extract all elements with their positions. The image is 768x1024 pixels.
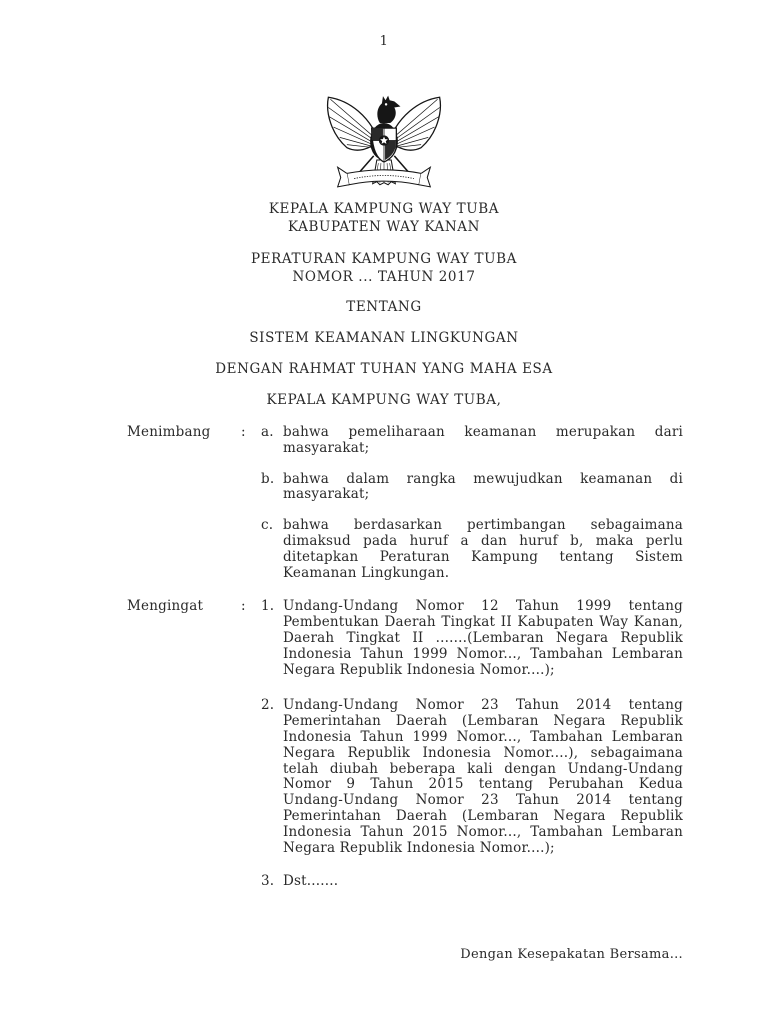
heading-about-label: TENTANG <box>346 299 422 315</box>
garuda-pancasila-emblem <box>322 90 446 193</box>
page-number: 1 <box>379 34 389 49</box>
item-text: bahwa pemeliharaan keamanan merupakan dari masyarakat; <box>283 424 683 456</box>
heading-title-line1: PERATURAN KAMPUNG WAY TUBA <box>251 251 517 267</box>
document-headings <box>0 200 768 409</box>
heading-issuer: KEPALA KAMPUNG WAY TUBA, <box>266 392 502 408</box>
item-marker: 3. <box>261 873 275 890</box>
heading-subject: SISTEM KEAMANAN LINGKUNGAN <box>249 330 519 346</box>
item-text: bahwa berdasarkan pertimbangan sebagaimana dimaksud pada huruf a dan huruf b, maka perlu ditetapkan Peraturan Kampung tentang Sistem Keamanan Lingkungan. <box>283 517 683 581</box>
clauses <box>127 425 683 890</box>
item-marker: a. <box>261 424 274 440</box>
item-text: Dst....... <box>283 873 339 890</box>
clause-row-mengingat-3 <box>127 874 683 890</box>
clause-row-mengingat-1 <box>127 599 683 678</box>
footer-note: Dengan Kesepakatan Bersama... <box>460 947 683 962</box>
item-marker: 1. <box>261 598 275 615</box>
emblem-container <box>0 90 768 193</box>
clause-row-menimbang-a <box>127 425 683 457</box>
item-text: Undang-Undang Nomor 12 Tahun 1999 tentang Pembentukan Daerah Tingkat II Kabupaten Way Kanan, Daerah Tingkat II .......(Lembaran Negara Republik Indonesia Tahun 1999 Nomor..., Tambahan Lembaran Negara Republik Indonesia Nomor....); <box>283 598 683 678</box>
item-marker: b. <box>261 470 275 487</box>
item-text: Undang-Undang Nomor 23 Tahun 2014 tentang Pemerintahan Daerah (Lembaran Negara Republik Indonesia Tahun 1999 Nomor..., Tambahan Lembaran Negara Republik Indonesia Nomor....), sebagaimana telah diubah beberapa kali dengan Undang-Undang Nomor 9 Tahun 2015 tentang Perubahan Kedua Undang-Undang Nomor 23 Tahun 2014 tentang Pemerintahan Daerah (Lembaran Negara Republik Indonesia Tahun 2015 Nomor..., Tambahan Lembaran Negara Republik Indonesia Nomor....); <box>283 697 683 856</box>
clause-row-menimbang-b <box>127 472 683 504</box>
section-separator: : <box>241 598 246 615</box>
heading-title-line2: NOMOR ... TAHUN 2017 <box>292 269 476 285</box>
section-label: Menimbang <box>127 424 211 440</box>
section-label: Mengingat <box>127 598 204 615</box>
heading-authority-line2: KABUPATEN WAY KANAN <box>287 219 481 235</box>
clause-row-menimbang-c <box>127 518 683 581</box>
heading-authority-line1: KEPALA KAMPUNG WAY TUBA <box>268 201 500 217</box>
item-marker: 2. <box>261 697 275 714</box>
heading-invocation: DENGAN RAHMAT TUHAN YANG MAHA ESA <box>215 361 553 377</box>
item-text: bahwa dalam rangka mewujudkan keamanan di masyarakat; <box>283 470 683 503</box>
item-marker: c. <box>261 517 274 534</box>
clause-row-mengingat-2 <box>127 698 683 856</box>
section-separator: : <box>241 424 246 440</box>
